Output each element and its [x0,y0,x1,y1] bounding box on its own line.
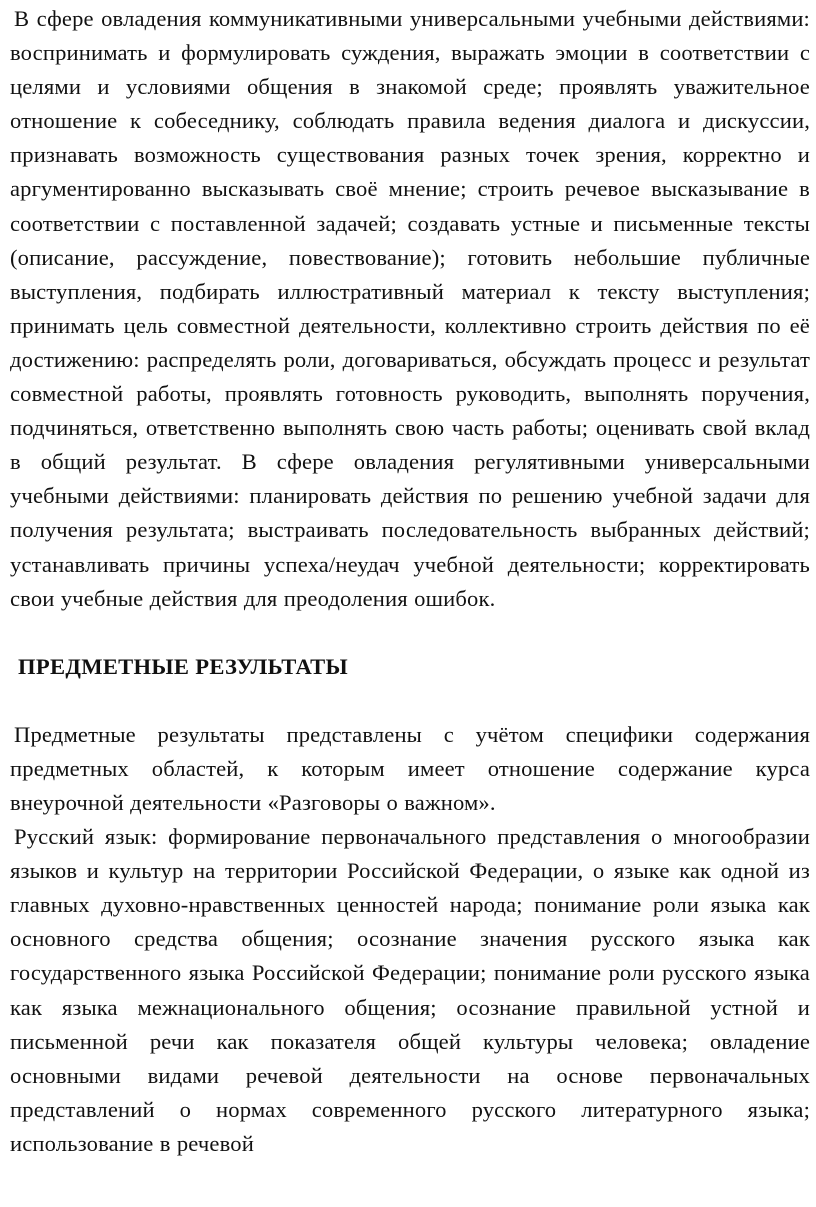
paragraph-communicative-actions [10,2,810,616]
paragraph-russian-language [10,820,810,1161]
paragraph-text: Русский язык: формирование первоначального представления о многообразии языков и культур на территории Российской Федерации, о языке как одной из главных духовно-нравственных ценностей народа; понимание роли языка как основного средства общения; осознание значения русского языка как государственного языка Российской Федерации; понимание роли русского языка как языка межнационального общения; осознание правильной устной и письменной речи как показателя общей культуры человека; овладение основными видами речевой деятельности на основе первоначальных представлений о нормах современного русского литературного языка; использование в речевой [10,824,810,1156]
paragraph-text: Предметные результаты представлены с учётом специфики содержания предметных областей, к которым имеет отношение содержание курса внеурочной деятельности «Разговоры о важном». [10,721,810,815]
document-page [10,0,810,1161]
section-heading: ПРЕДМЕТНЫЕ РЕЗУЛЬТАТЫ [18,653,348,679]
paragraph-subject-results-intro [10,718,810,820]
paragraph-text: В сфере овладения коммуникативными универсальными учебными действиями: воспринимать и формулировать суждения, выражать эмоции в соответствии с целями и условиями общения в знакомой среде; проявлять уважительное отношение к собеседнику, соблюдать правила ведения диалога и дискуссии, признавать возможность существования разных точек зрения, корректно и аргументированно высказывать своё мнение; строить речевое высказывание в соответствии с поставленной задачей; создавать устные и письменные тексты (описание, рассуждение, повествование); готовить небольшие публичные выступления, подбирать иллюстративный материал к тексту выступления; принимать цель совместной деятельности, коллективно строить действия по её достижению: распределять роли, договариваться, обсуждать процесс и результат совместной работы, проявлять готовность руководить, выполнять поручения, подчиняться, ответственно выполнять свою часть работы; оценивать свой вклад в общий результат. В сфере овладения регулятивными универсальными учебными действиями: планировать действия по решению учебной задачи для получения результата; выстраивать последовательность выбранных действий; устанавливать причины успеха/неудач учебной деятельности; корректировать свои учебные действия для преодоления ошибок. [10,6,810,611]
